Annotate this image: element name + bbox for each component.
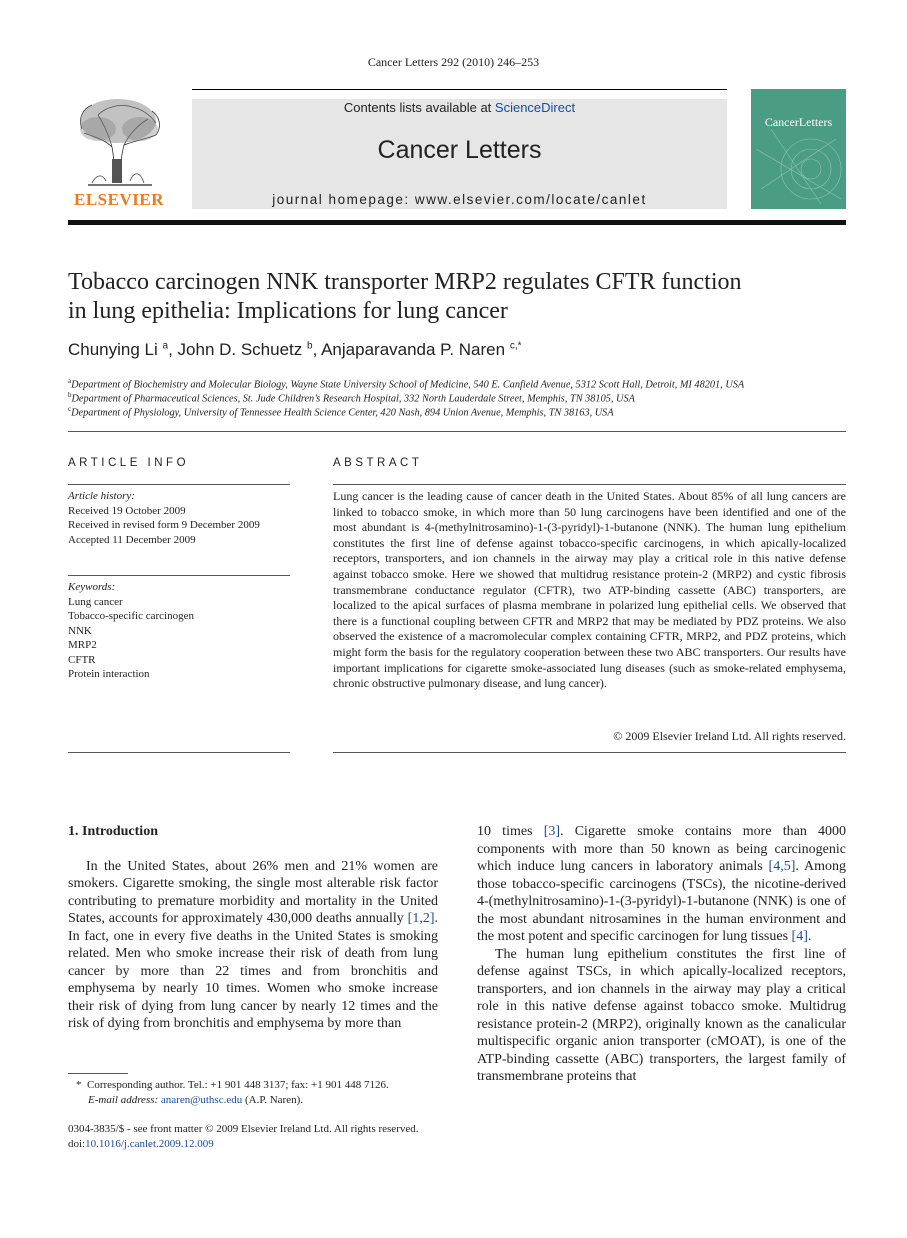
keyword: CFTR bbox=[68, 653, 96, 666]
keyword: NNK bbox=[68, 624, 92, 637]
citation-link[interactable]: [3] bbox=[543, 824, 561, 839]
author-name: Anjaparavanda P. Naren bbox=[321, 340, 506, 359]
paragraph-text: 10 times bbox=[477, 824, 544, 839]
abstract-rule bbox=[333, 484, 846, 485]
abstract-bottom-rule bbox=[333, 752, 846, 753]
doi-link[interactable]: 10.1016/j.canlet.2009.12.009 bbox=[85, 1137, 214, 1150]
keyword: MRP2 bbox=[68, 639, 97, 651]
article-info-rule bbox=[68, 484, 290, 485]
author-name: Chunying Li bbox=[68, 340, 158, 359]
section-heading: 1. Introduction bbox=[68, 824, 158, 839]
article-title-line-2: in lung epithelia: Implications for lung cancer bbox=[68, 298, 508, 324]
article-title-line-1: Tobacco carcinogen NNK transporter MRP2 regulates CFTR function bbox=[68, 269, 742, 295]
footnote-line bbox=[76, 1078, 456, 1093]
corresponding-text: Corresponding author. Tel.: +1 901 448 3137; fax: +1 901 448 7126. bbox=[87, 1079, 389, 1091]
contents-prefix: Contents lists available at bbox=[343, 100, 495, 115]
keywords-block bbox=[68, 580, 298, 682]
citation-link[interactable]: [4,5] bbox=[768, 859, 796, 874]
author-affil-marker[interactable]: b bbox=[307, 340, 313, 352]
article-info-bottom-rule bbox=[68, 752, 290, 753]
affiliation-text: Department of Physiology, University of Tennessee Health Science Center, 420 Nash, 894 Union Avenue, Memphis, TN 38163, USA bbox=[71, 407, 614, 419]
author-name: John D. Schuetz bbox=[177, 340, 303, 359]
body-column-left bbox=[68, 823, 438, 1033]
abstract-heading: ABSTRACT bbox=[333, 457, 423, 469]
sciencedirect-link[interactable]: ScienceDirect bbox=[494, 100, 576, 115]
elsevier-logo-text: ELSEVIER bbox=[74, 190, 164, 209]
affiliation-text: Department of Biochemistry and Molecular Biology, Wayne State University School of Medicine, 540 E. Canfield Avenue, 5312 Scott Hall, Detroit, MI 48201, USA bbox=[71, 379, 745, 391]
paragraph bbox=[68, 858, 438, 1033]
article-history bbox=[68, 489, 298, 547]
paragraph-text: . bbox=[807, 929, 812, 944]
paragraph-text: . In fact, one in every five deaths in the United States is smoking related. Men who smoke increase their risk of death from lung cancer by more than 22 times and from bronchitis and emphysema by nearly 10 times. Women who smoke increase their risk of dying from lung cancer by nearly 12 times and the risk of dying from bronchitis and emphysema by more than bbox=[68, 911, 438, 1031]
author-list: Chunying Li $^a$, John D. Schuetz $^b$, Anjaparavanda P. Naren $^{c,*}$ bbox=[68, 340, 522, 359]
abstract-copyright: © 2009 Elsevier Ireland Ltd. All rights reserved. bbox=[613, 729, 846, 743]
paragraph bbox=[477, 823, 846, 946]
affiliation-marker: a bbox=[68, 377, 72, 385]
citation-link[interactable]: [4] bbox=[791, 929, 808, 944]
history-label: Article history: bbox=[68, 490, 135, 502]
corresponding-author-footnote bbox=[76, 1078, 456, 1107]
paragraph-text: . Among those tobacco-specific carcinogens (TSCs), the nicotine-derived 4-(methylnitrosamino)-1-(3-pyridyl)-1-butanone (NNK) is one of the most abundant nitrosamines in the human environment and the most potent and specific carcinogen for lung tissues bbox=[477, 859, 846, 944]
article-info-heading: ARTICLE INFO bbox=[68, 457, 190, 469]
email-link[interactable]: anaren@uthsc.edu bbox=[160, 1093, 243, 1106]
received-date: Received 19 October 2009 bbox=[68, 504, 186, 517]
journal-homepage[interactable]: journal homepage: www.elsevier.com/locate/canlet bbox=[272, 192, 647, 207]
affiliation-text: Department of Pharmaceutical Sciences, St. Jude Children’s Research Hospital, 332 North Lauderdale Street, Memphis, TN 38105, USA bbox=[71, 393, 635, 405]
email-line bbox=[76, 1093, 456, 1108]
email-suffix: (A.P. Naren). bbox=[244, 1093, 304, 1106]
doi-label: doi: bbox=[68, 1137, 86, 1150]
journal-citation: Cancer Letters 292 (2010) 246–253 bbox=[367, 55, 540, 69]
footnote-star: * bbox=[76, 1079, 82, 1091]
affiliation-marker: c bbox=[68, 405, 72, 413]
abstract-text: Lung cancer is the leading cause of cancer death in the United States. About 85% of all lung cancers are linked to tobacco smoke, in which more than 50 lung carcinogens have been identified and one of the most abundant is 4-(methylnitrosamino)-1-(3-pyridyl)-1-butanone (NNK). The human lung epithelium constitutes the first line of defense against tobacco-specific carcinogens, in which apically-localized receptors, transporters, and ion channels in the airway may play a critical role in this native defense against tobacco smoke. Here we showed that multidrug resistance protein-2 (MRP2) and cystic fibrosis transmembrane conductance regulator (CFTR), two ATP-binding cassette (ABC) transporters, are localized to the apical surfaces of plasma membrane in polarized lung epithelial cells. We observed that there is a functional coupling between CFTR and MRP2 that may be mediated by PDZ proteins. We also observed the existence of a macromolecular complex containing CFTR, MRP2, and PDZ proteins, which might form the basis for the regulatory cooperation between these two ABC transporters. Our results have important implications for cigarette smoke-associated lung diseases (such as smoke-related emphysema, chronic obstructive pulmonary disease, and lung cancer). bbox=[333, 489, 846, 691]
paragraph: The human lung epithelium constitutes the first line of defense against TSCs, in which apically-localized receptors, transporters, and ion channels in the airway may play a critical role in this native defense against tobacco smoke. Multidrug resistance protein-2 (MRP2), originally known as the canalicular multispecific organic anion transporter (cMOAT), is one of the ATP-binding cassette (ABC) transporters, the largest family of transmembrane proteins that bbox=[477, 946, 846, 1084]
paragraph-text: . Cigarette smoke contains more than 4000 components with more than 50 known as being carcinogenic which induce lung cancers in laboratory animals bbox=[477, 824, 846, 874]
footnote-rule bbox=[68, 1073, 128, 1074]
keyword: Lung cancer bbox=[68, 595, 123, 608]
keyword: Protein interaction bbox=[68, 668, 150, 680]
keyword: Tobacco-specific carcinogen bbox=[68, 610, 194, 622]
accepted-date: Accepted 11 December 2009 bbox=[68, 533, 196, 546]
contents-available bbox=[192, 100, 727, 115]
article-title bbox=[68, 268, 848, 326]
cover-title: CancerLetters bbox=[764, 115, 833, 129]
front-matter bbox=[68, 1122, 568, 1151]
affiliation-rule bbox=[68, 431, 846, 432]
affiliation bbox=[68, 402, 858, 420]
author-affil-marker[interactable]: c,* bbox=[509, 340, 522, 352]
body-column-right bbox=[477, 823, 846, 1086]
affiliation-marker: b bbox=[68, 391, 72, 399]
header-bottom-rule bbox=[68, 220, 846, 225]
header-top-rule bbox=[192, 89, 727, 90]
revised-date: Received in revised form 9 December 2009 bbox=[68, 519, 260, 531]
citation-link[interactable]: [1,2] bbox=[407, 911, 435, 926]
journal-cover-image bbox=[751, 89, 846, 209]
cover-pattern bbox=[751, 89, 846, 209]
email-label: E-mail address: bbox=[88, 1093, 159, 1106]
author-affil-marker[interactable]: a bbox=[162, 340, 169, 352]
paragraph-text: In the United States, about 26% men and 21% women are smokers. Cigarette smoking, the single most alterable risk factor contributing to premature morbidity and mortality in the United States, accounts for approximately 430,000 deaths annually bbox=[68, 858, 438, 926]
journal-title: Cancer Letters bbox=[377, 136, 542, 164]
doi-line bbox=[68, 1137, 568, 1152]
keywords-rule bbox=[68, 575, 290, 576]
issn-line: 0304-3835/$ - see front matter © 2009 Elsevier Ireland Ltd. All rights reserved. bbox=[68, 1123, 419, 1135]
keywords-label: Keywords: bbox=[68, 581, 116, 593]
